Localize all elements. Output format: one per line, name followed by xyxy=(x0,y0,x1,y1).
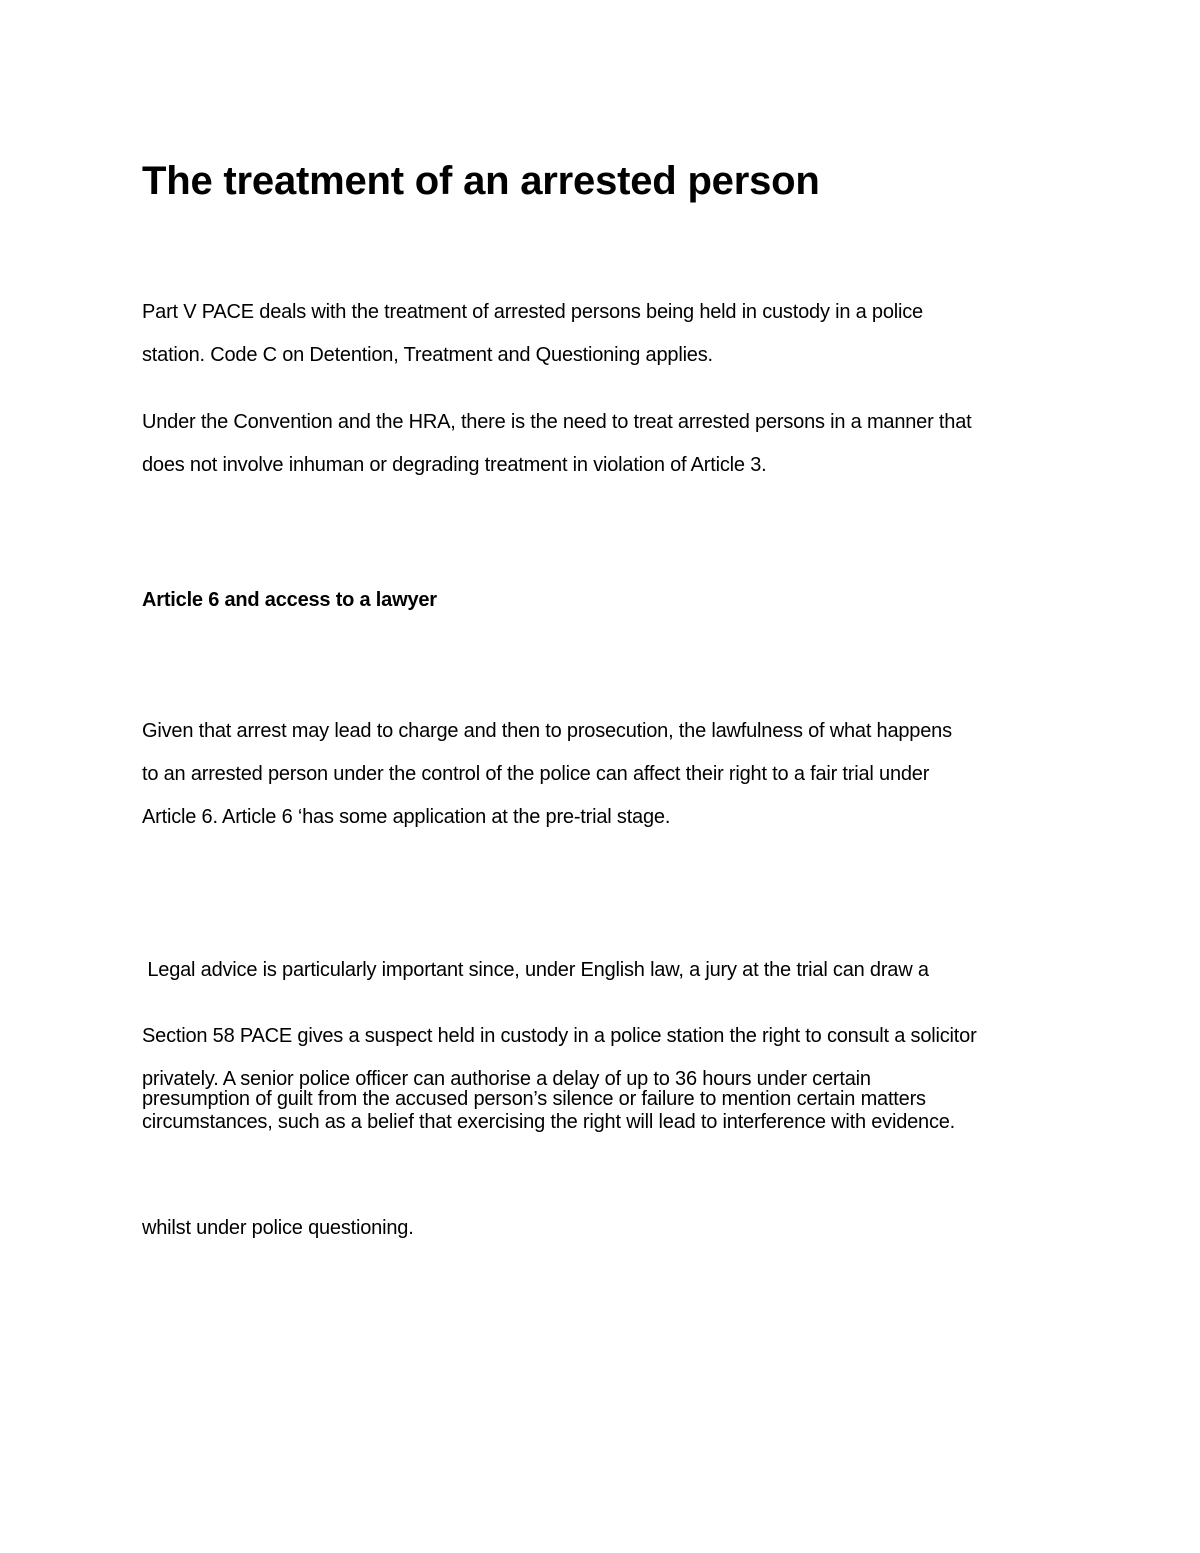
paragraph-arrest-prosecution xyxy=(142,710,1082,839)
heading-treatment-of-arrested-person: The treatment of an arrested person xyxy=(142,159,820,203)
paragraph-line: privately. A senior police officer can authorise a delay of up to 36 hours under certain xyxy=(142,1068,871,1090)
paragraph-part-v-pace xyxy=(142,291,1082,377)
heading-article-6-access-to-lawyer: Article 6 and access to a lawyer xyxy=(142,589,437,611)
paragraph-line: does not involve inhuman or degrading treatment in violation of Article 3. xyxy=(142,454,767,476)
paragraph-line: Part V PACE deals with the treatment of arrested persons being held in custody in a police xyxy=(142,301,923,323)
paragraph-line: Section 58 PACE gives a suspect held in custody in a police station the right to consult a solicitor xyxy=(142,1025,977,1047)
paragraph-line: Legal advice is particularly important since, under English law, a jury at the trial can draw a xyxy=(142,959,929,981)
paragraph-line: whilst under police questioning. xyxy=(142,1217,414,1239)
paragraph-line: presumption of guilt from the accused person’s silence or failure to mention certain matters xyxy=(142,1088,926,1110)
paragraph-line: to an arrested person under the control of the police can affect their right to a fair trial under xyxy=(142,763,930,785)
paragraph-line: station. Code C on Detention, Treatment and Questioning applies. xyxy=(142,344,713,366)
paragraph-line: Article 6. Article 6 ‘has some application at the pre-trial stage. xyxy=(142,806,671,828)
paragraph-line: Under the Convention and the HRA, there is the need to treat arrested persons in a manner that xyxy=(142,411,972,433)
paragraph-section-58-pace xyxy=(142,1015,1082,1144)
paragraph-convention-hra xyxy=(142,401,1082,487)
paragraph-line: circumstances, such as a belief that exercising the right will lead to interference with evidence. xyxy=(142,1111,956,1133)
paragraph-line: Given that arrest may lead to charge and then to prosecution, the lawfulness of what happens xyxy=(142,720,952,742)
